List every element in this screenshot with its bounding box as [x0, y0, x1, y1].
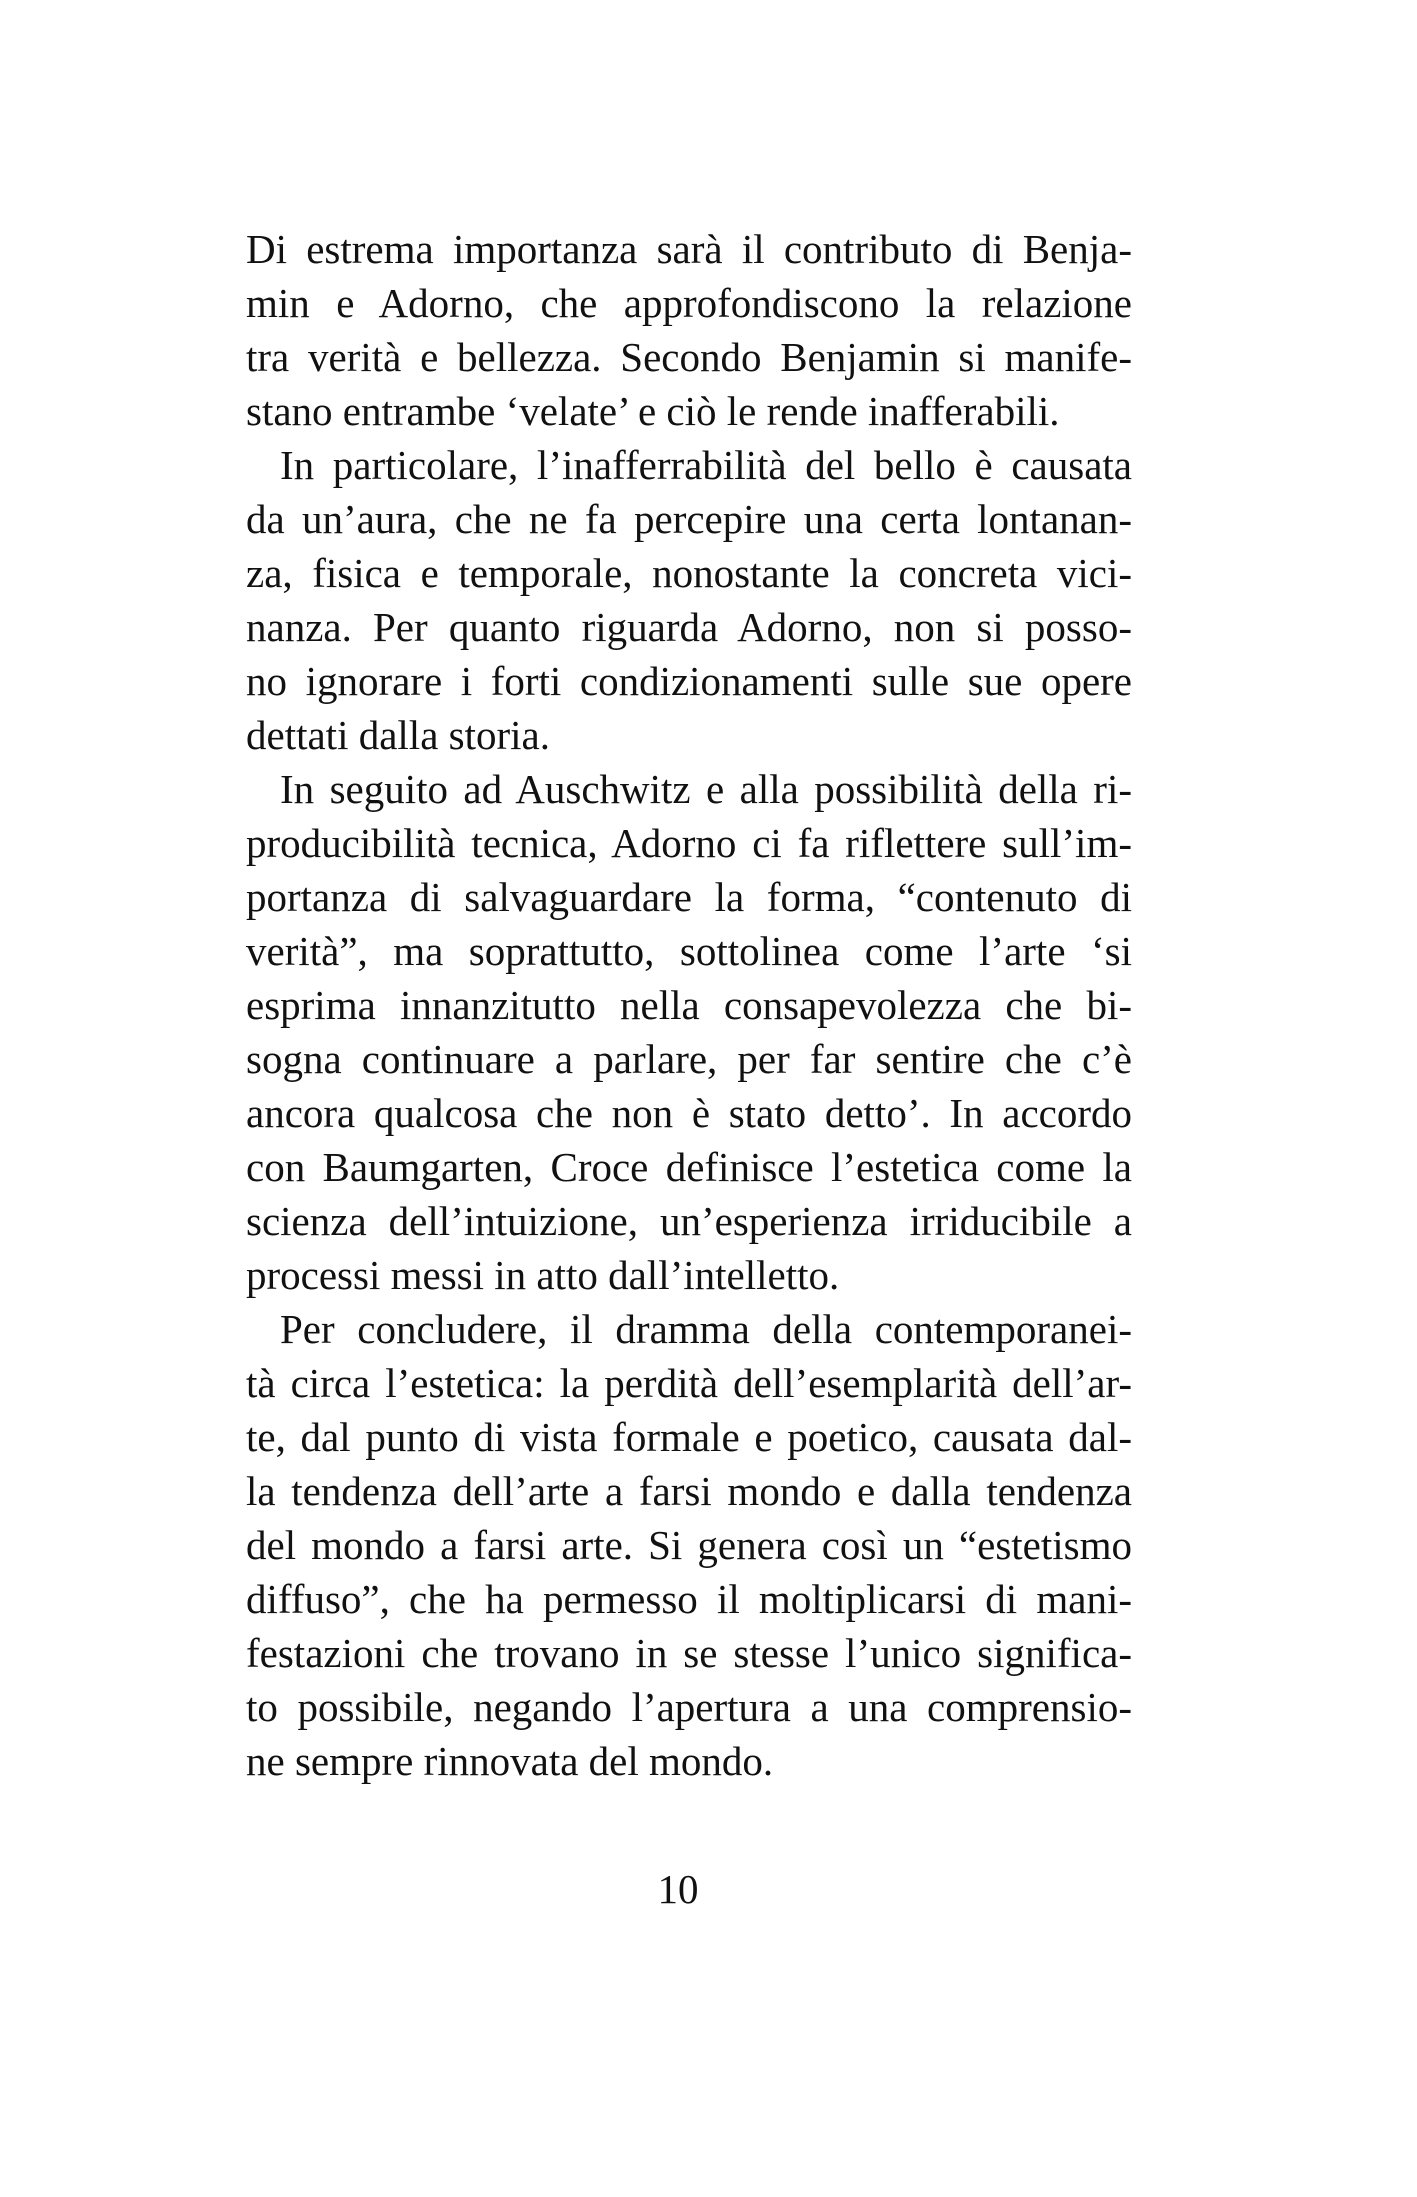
text-line: ne sempre rinnovata del mondo. [246, 1738, 774, 1784]
text-line: dettati dalla storia. [246, 712, 550, 758]
text-line: stano entrambe ‘velate’ e ciò le rende inafferabili. [246, 388, 1060, 434]
text-line: festazioni che trovano in se stesse l’unico significa- [246, 1630, 1132, 1676]
paragraph [246, 438, 1132, 762]
text-line: In seguito ad Auschwitz e alla possibilità della ri- [280, 766, 1132, 812]
paragraph [246, 1302, 1132, 1788]
text-line: sogna continuare a parlare, per far sentire che c’è [246, 1036, 1132, 1082]
text-line: ancora qualcosa che non è stato detto’. In accordo [246, 1090, 1132, 1136]
text-line: da un’aura, che ne fa percepire una certa lontanan- [246, 496, 1132, 542]
text-line: diffuso”, che ha permesso il moltiplicarsi di mani- [246, 1576, 1132, 1622]
page-number: 10 [657, 1866, 699, 1912]
paragraph [246, 762, 1132, 1302]
text-line: tra verità e bellezza. Secondo Benjamin si manife- [246, 334, 1132, 380]
text-line: scienza dell’intuizione, un’esperienza irriducibile a [246, 1198, 1132, 1244]
text-line: tà circa l’estetica: la perdità dell’esemplarità dell’ar- [246, 1360, 1132, 1406]
text-line: In particolare, l’inafferrabilità del bello è causata [280, 442, 1132, 488]
text-line: esprima innanzitutto nella consapevolezza che bi- [246, 982, 1132, 1028]
text-line: la tendenza dell’arte a farsi mondo e dalla tendenza [246, 1468, 1132, 1514]
text-line: te, dal punto di vista formale e poetico, causata dal- [246, 1414, 1132, 1460]
text-line: con Baumgarten, Croce definisce l’estetica come la [246, 1144, 1132, 1190]
text-line: min e Adorno, che approfondiscono la relazione [246, 280, 1132, 326]
text-line: nanza. Per quanto riguarda Adorno, non si posso- [246, 604, 1132, 650]
text-line: verità”, ma soprattutto, sottolinea come l’arte ‘si [246, 928, 1132, 974]
text-line: za, fisica e temporale, nonostante la concreta vici- [246, 550, 1132, 596]
text-line: to possibile, negando l’apertura a una comprensio- [246, 1684, 1132, 1730]
text-line: Per concludere, il dramma della contemporanei- [280, 1306, 1132, 1352]
text-line: Di estrema importanza sarà il contributo di Benja- [246, 226, 1132, 272]
text-line: no ignorare i forti condizionamenti sulle sue opere [246, 658, 1132, 704]
text-line: del mondo a farsi arte. Si genera così un “estetismo [246, 1522, 1132, 1568]
body-text [246, 222, 1132, 1788]
paragraph [246, 222, 1132, 438]
text-line: portanza di salvaguardare la forma, “contenuto di [246, 874, 1132, 920]
text-line: processi messi in atto dall’intelletto. [246, 1252, 840, 1298]
text-line: producibilità tecnica, Adorno ci fa riflettere sull’im- [246, 820, 1132, 866]
